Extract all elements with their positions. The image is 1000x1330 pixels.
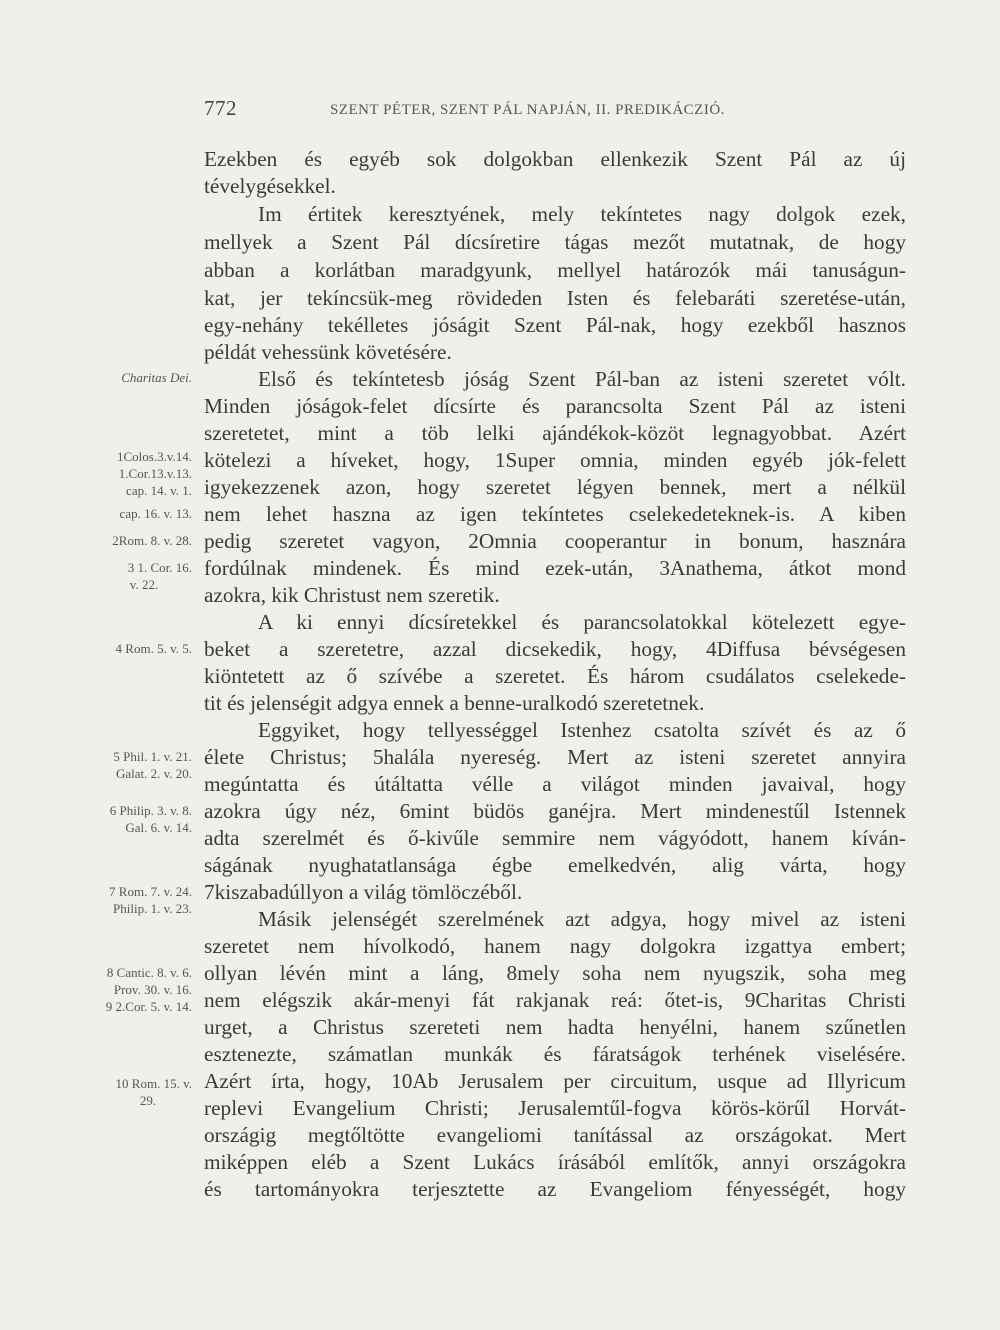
text-line: szeretet nem hívolkodó, hanem nagy dolgokra izgattya embert; <box>204 934 906 958</box>
text-line: replevi Evangelium Christi; Jerusalemtűl-fogva körös-körűl Horvát- <box>204 1096 906 1120</box>
text-line: Im értitek keresztyének, mely tekíntetes nagy dolgok ezek, <box>258 202 906 226</box>
margin-note: Gal. 6. v. 14. <box>125 820 192 835</box>
text-line: ságának nyughatatlansága égbe emelkedvén, alig várta, hogy <box>204 853 906 877</box>
text-line: élete Christus; 5halála nyereség. Mert az isteni szeretet annyira <box>204 745 906 769</box>
text-line: példát vehessünk követésére. <box>204 340 452 364</box>
text-line: Azért írta, hogy, 10Ab Jerusalem per circuitum, usque ad Illyricum <box>204 1069 906 1093</box>
text-line: nem elégszik akár-menyi fát rakjanak reá: őtet-is, 9Charitas Christi <box>204 988 906 1012</box>
text-line: abban a korlátban maradgyunk, mellyel határozók mái tanuságun- <box>204 258 906 282</box>
text-line: beket a szeretetre, azzal dicsekedik, hogy, 4Diffusa bévségesen <box>204 637 906 661</box>
text-line: Ezekben és egyéb sok dolgokban ellenkezik Szent Pál az új <box>204 147 906 171</box>
text-line: 7kiszabadúllyon a világ tömlöczéből. <box>204 880 523 904</box>
margin-note: 1Colos.3.v.14. <box>117 449 192 464</box>
text-line: kiöntetett az ő szívébe a szeretet. És három csudálatos cselekede- <box>204 664 906 688</box>
text-line: ollyan lévén mint a láng, 8mely soha nem nyugszik, soha meg <box>204 961 906 985</box>
text-line: adta szerelmét és ő-kivűle semmire nem vágyódott, hanem kíván- <box>204 826 906 850</box>
margin-note: 7 Rom. 7. v. 24. <box>109 884 192 899</box>
text-line: tit és jelenségit adgya ennek a benne-uralkodó szeretetnek. <box>204 691 705 715</box>
margin-note: Prov. 30. v. 16. <box>113 982 192 997</box>
margin-note: Galat. 2. v. 20. <box>115 766 192 781</box>
margin-note: cap. 16. v. 13. <box>119 506 192 521</box>
running-title: SZENT PÉTER, SZENT PÁL NAPJÁN, II. PREDIKÁCZIÓ. <box>330 102 725 118</box>
text-line: tévelygésekkel. <box>204 174 336 198</box>
margin-note: 3 1. Cor. 16. <box>127 560 192 575</box>
text-line: megúntatta és útáltatta vélle a világot minden javaival, hogy <box>204 772 906 796</box>
text-line: Minden jóságok-felet dícsírte és parancsolta Szent Pál az isteni <box>204 394 906 418</box>
margin-note: 2Rom. 8. v. 28. <box>112 533 192 548</box>
margin-note: 1.Cor.13.v.13. <box>118 466 192 481</box>
margin-note: v. 22. <box>129 577 159 592</box>
text-line: miképpen eléb a Szent Lukács írásából említők, annyi országokra <box>204 1150 906 1174</box>
text-line: szeretetet, mint a töb lelki ajándékok-közöt legnagyobbat. Azért <box>204 421 906 445</box>
margin-note: 6 Philip. 3. v. 8. <box>109 803 192 818</box>
margin-note: 29. <box>139 1093 157 1108</box>
text-line: esztenezte, számatlan munkák és fáratságok terhének viselésére. <box>204 1042 906 1066</box>
margin-note: 5 Phil. 1. v. 21. <box>113 749 192 764</box>
text-line: Első és tekíntetesb jóság Szent Pál-ban az isteni szeretet vólt. <box>258 367 906 391</box>
text-line: azokra úgy néz, 6mint büdös ganéjra. Mert mindenestűl Istennek <box>204 799 906 823</box>
text-line: A ki ennyi dícsíretekkel és parancsolatokkal kötelezett egye- <box>258 610 906 634</box>
margin-note: Philip. 1. v. 23. <box>113 901 192 916</box>
text-line: fordúlnak mindenek. És mind ezek-után, 3Anathema, átkot mond <box>204 556 906 580</box>
text-line: igyekezzenek azon, hogy szeretet légyen bennek, mert a nélkül <box>204 475 906 499</box>
margin-note: 4 Rom. 5. v. 5. <box>115 641 192 656</box>
text-line: nem lehet haszna az igen tekíntetes cselekedeteknek-is. A kiben <box>204 502 906 526</box>
text-line: országig megtőltötte evangeliomi tanítással az országokat. Mert <box>204 1123 906 1147</box>
text-line: egy-nehány tekélletes jóságit Szent Pál-nak, hogy ezekből hasznos <box>204 313 906 337</box>
text-line: urget, a Christus szereteti nem hadta henyélni, hanem szűnetlen <box>204 1015 906 1039</box>
margin-note: 10 Rom. 15. v. <box>115 1076 192 1091</box>
margin-note: cap. 14. v. 1. <box>126 483 192 498</box>
text-line: Eggyiket, hogy tellyességgel Istenhez csatolta szívét és az ő <box>258 718 906 742</box>
margin-note: 8 Cantic. 8. v. 6. <box>106 965 192 980</box>
text-line: kötelezi a híveket, hogy, 1Super omnia, minden egyéb jók-felett <box>204 448 906 472</box>
text-line: Másik jelenségét szerelmének azt adgya, hogy mivel az isteni <box>258 907 906 931</box>
text-line: pedig szeretet vagyon, 2Omnia cooperantur in bonum, hasznára <box>204 529 906 553</box>
margin-note: Charitas Dei. <box>121 370 192 385</box>
text-line: mellyek a Szent Pál dícsíretire tágas mezőt mutatnak, de hogy <box>204 230 906 254</box>
text-line: és tartományokra terjesztette az Evangeliom fényességét, hogy <box>204 1177 906 1201</box>
page-number: 772 <box>204 96 237 120</box>
text-line: azokra, kik Christust nem szeretik. <box>204 583 500 607</box>
text-line: kat, jer tekíncsük-meg rövideden Isten és felebaráti szeretése-után, <box>204 286 906 310</box>
margin-note: 9 2.Cor. 5. v. 14. <box>105 999 192 1014</box>
